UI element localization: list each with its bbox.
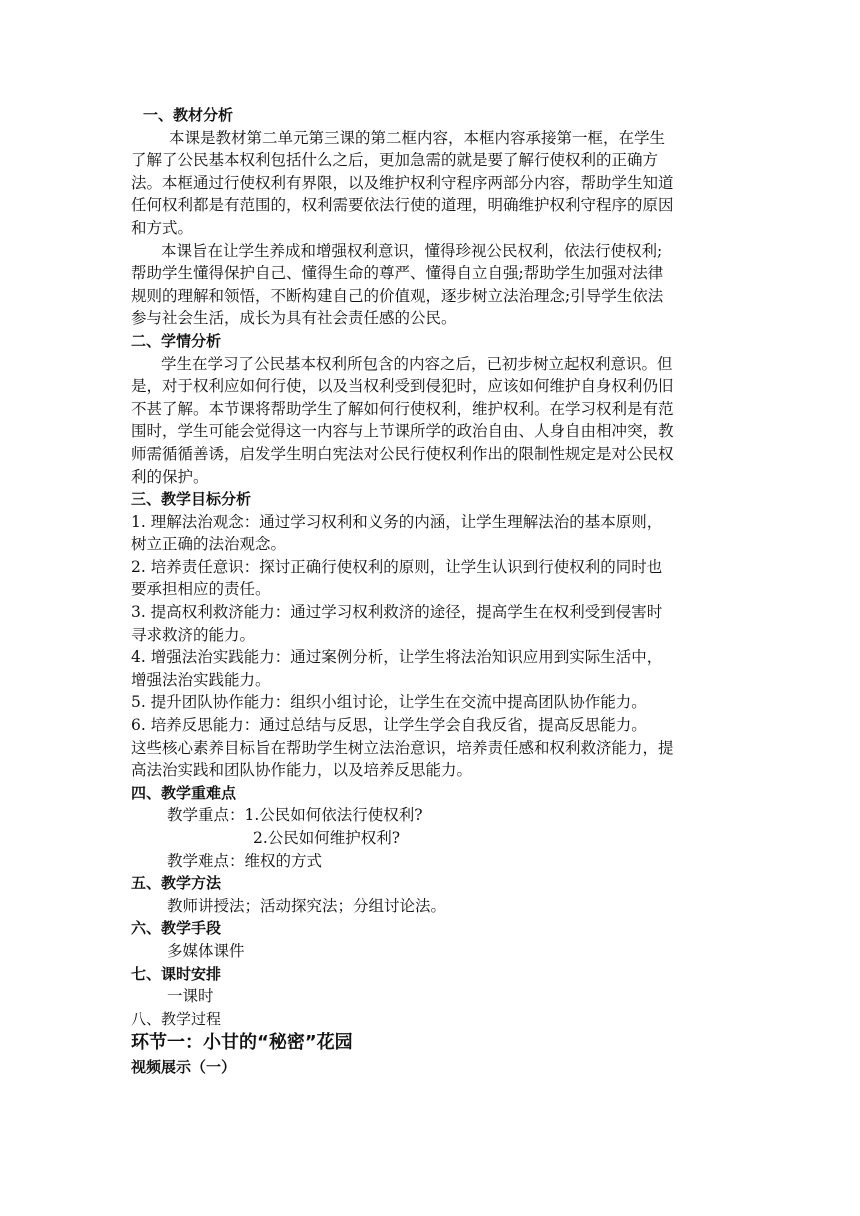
key-point-1: 教学重点：1.公民如何依法行使权利? xyxy=(167,806,423,825)
section-heading-2: 二、学情分析 xyxy=(131,331,222,350)
section-heading-4: 四、教学重难点 xyxy=(131,783,237,802)
text-line: 了解了公民基本权利包括什么之后，更加急需的就是要了解行使权利的正确方 xyxy=(131,151,659,170)
text-line: 围时，学生可能会觉得这一内容与上节课所学的政治自由、人身自由相冲突，教 xyxy=(131,422,674,441)
stage-heading: 环节一：小甘的“秘密”花园 xyxy=(131,1032,353,1054)
text-line: 高法治实践和团队协作能力，以及培养反思能力。 xyxy=(131,761,473,780)
paragraph-lesson-purpose xyxy=(131,240,731,330)
document-page xyxy=(131,104,731,1079)
objective-item-line: 6. 培养反思能力：通过总结与反思，让学生学会自我反省，提高反思能力。 xyxy=(131,716,647,735)
section-heading-1: 一、教材分析 xyxy=(143,106,234,124)
teaching-methods: 教师讲授法；活动探究法；分组讨论法。 xyxy=(167,896,447,915)
text-line: 本课是教材第二单元第三课的第二框内容，本框内容承接第一框，在学生 xyxy=(169,128,666,147)
text-line: 利的保护。 xyxy=(131,467,209,486)
text-line: 是，对于权利应如何行使，以及当权利受到侵犯时，应该如何维护自身权利仍旧 xyxy=(131,377,674,396)
section-heading-7: 七、课时安排 xyxy=(131,964,222,983)
objective-item-line: 3. 提高权利救济能力：通过学习权利救济的途径，提高学生在权利受到侵害时 xyxy=(131,603,663,622)
objective-item-line: 2. 培养责任意识：探讨正确行使权利的原则，让学生认识到行使权利的同时也 xyxy=(131,557,663,576)
video-heading: 视频展示（一） xyxy=(131,1058,237,1077)
teaching-means: 多媒体课件 xyxy=(167,941,245,960)
key-point-2: 2.公民如何维护权利? xyxy=(253,829,401,847)
text-line: 不甚了解。本节课将帮助学生了解如何行使权利，维护权利。在学习权利是有范 xyxy=(131,399,674,418)
objective-item-line: 树立正确的法治观念。 xyxy=(131,535,287,554)
objective-item-line: 寻求救济的能力。 xyxy=(131,625,256,644)
text-line: 这些核心素养目标旨在帮助学生树立法治意识，培养责任感和权利救济能力，提 xyxy=(131,738,674,757)
objectives-list xyxy=(131,511,731,737)
text-line: 和方式。 xyxy=(131,218,194,237)
paragraph-textbook-analysis xyxy=(131,127,731,240)
objective-item-line: 5. 提升团队协作能力：组织小组讨论，让学生在交流中提高团队协作能力。 xyxy=(131,693,647,712)
objective-item-line: 要承担相应的责任。 xyxy=(131,580,271,599)
objectives-summary xyxy=(131,737,731,782)
class-hours: 一课时 xyxy=(167,987,214,1006)
objective-item-line: 4. 增强法治实践能力：通过案例分析，让学生将法治知识应用到实际生活中， xyxy=(131,648,663,667)
objective-item-line: 1. 理解法治观念：通过学习权利和义务的内涵，让学生理解法治的基本原则， xyxy=(131,512,663,531)
text-line: 参与社会生活，成长为具有社会责任感的公民。 xyxy=(131,309,457,328)
text-line: 学生在学习了公民基本权利所包含的内容之后，已初步树立起权利意识。但 xyxy=(161,354,673,373)
objective-item-line: 增强法治实践能力。 xyxy=(131,670,271,689)
text-line: 本课旨在让学生养成和增强权利意识，懂得珍视公民权利，依法行使权利; xyxy=(161,241,663,260)
text-line: 帮助学生懂得保护自己、懂得生命的尊严、懂得自立自强;帮助学生加强对法律 xyxy=(131,264,664,283)
section-heading-6: 六、教学手段 xyxy=(131,919,222,938)
text-line: 任何权利都是有范围的，权利需要依法行使的道理，明确维护权利守程序的原因 xyxy=(131,196,674,215)
section-heading-5: 五、教学方法 xyxy=(131,874,222,893)
paragraph-student-analysis xyxy=(131,353,731,489)
text-line: 师需循循善诱，启发学生明白宪法对公民行使权利作出的限制性规定是对公民权 xyxy=(131,444,674,463)
section-heading-3: 三、教学目标分析 xyxy=(131,490,252,509)
text-line: 法。本框通过行使权利有界限，以及维护权利守程序两部分内容，帮助学生知道 xyxy=(131,173,674,192)
section-heading-8: 八、教学过程 xyxy=(131,1009,222,1028)
difficult-point: 教学难点：维权的方式 xyxy=(167,851,323,870)
text-line: 规则的理解和领悟，不断构建自己的价值观，逐步树立法治理念;引导学生依法 xyxy=(131,286,664,305)
